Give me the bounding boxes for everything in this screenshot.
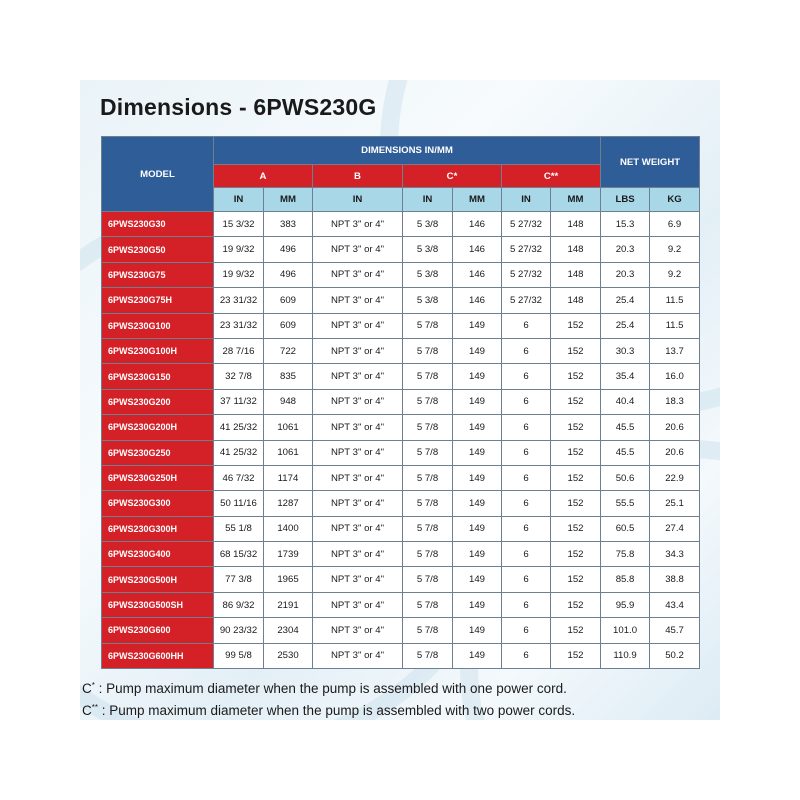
header-model: MODEL xyxy=(102,137,214,212)
a-in-cell: 50 11/16 xyxy=(214,491,264,516)
cc-mm-cell: 152 xyxy=(551,440,601,465)
a-in-cell: 37 11/32 xyxy=(214,389,264,414)
subheader-cell: IN xyxy=(313,188,403,212)
b-in-cell: NPT 3" or 4" xyxy=(313,313,403,338)
table-row xyxy=(102,643,700,668)
lbs-cell: 35.4 xyxy=(601,364,650,389)
cc-mm-cell: 152 xyxy=(551,643,601,668)
kg-cell: 16.0 xyxy=(650,364,700,389)
b-in-cell: NPT 3" or 4" xyxy=(313,567,403,592)
cc-mm-cell: 152 xyxy=(551,618,601,643)
model-cell: 6PWS230G250 xyxy=(102,440,214,465)
a-in-cell: 77 3/8 xyxy=(214,567,264,592)
cc-in-cell: 6 xyxy=(502,415,551,440)
a-in-cell: 23 31/32 xyxy=(214,288,264,313)
a-in-cell: 99 5/8 xyxy=(214,643,264,668)
c-mm-cell: 149 xyxy=(453,592,502,617)
kg-cell: 20.6 xyxy=(650,440,700,465)
a-in-cell: 23 31/32 xyxy=(214,313,264,338)
c-mm-cell: 149 xyxy=(453,491,502,516)
table-row xyxy=(102,592,700,617)
a-in-cell: 28 7/16 xyxy=(214,338,264,363)
table-row xyxy=(102,465,700,490)
a-mm-cell: 609 xyxy=(264,313,313,338)
c-in-cell: 5 7/8 xyxy=(403,567,453,592)
model-cell: 6PWS230G100 xyxy=(102,313,214,338)
cc-in-cell: 5 27/32 xyxy=(502,262,551,287)
page-title: Dimensions - 6PWS230G xyxy=(100,94,377,120)
cc-in-cell: 6 xyxy=(502,338,551,363)
kg-cell: 22.9 xyxy=(650,465,700,490)
cc-in-cell: 6 xyxy=(502,364,551,389)
b-in-cell: NPT 3" or 4" xyxy=(313,440,403,465)
subheader-cell: KG xyxy=(650,188,700,212)
c-mm-cell: 149 xyxy=(453,567,502,592)
cc-in-cell: 6 xyxy=(502,313,551,338)
header-col-b: B xyxy=(313,165,403,188)
a-mm-cell: 1061 xyxy=(264,415,313,440)
b-in-cell: NPT 3" or 4" xyxy=(313,212,403,237)
lbs-cell: 45.5 xyxy=(601,415,650,440)
subheader-cell: MM xyxy=(264,188,313,212)
footnotes xyxy=(82,676,575,720)
cc-in-cell: 5 27/32 xyxy=(502,237,551,262)
kg-cell: 45.7 xyxy=(650,618,700,643)
a-in-cell: 55 1/8 xyxy=(214,516,264,541)
subheader-cell: IN xyxy=(214,188,264,212)
a-in-cell: 41 25/32 xyxy=(214,440,264,465)
a-in-cell: 46 7/32 xyxy=(214,465,264,490)
lbs-cell: 85.8 xyxy=(601,567,650,592)
b-in-cell: NPT 3" or 4" xyxy=(313,542,403,567)
cc-in-cell: 5 27/32 xyxy=(502,288,551,313)
c-mm-cell: 149 xyxy=(453,440,502,465)
dimensions-table xyxy=(101,136,700,669)
kg-cell: 25.1 xyxy=(650,491,700,516)
cc-mm-cell: 152 xyxy=(551,338,601,363)
kg-cell: 6.9 xyxy=(650,212,700,237)
cc-mm-cell: 152 xyxy=(551,313,601,338)
table-row xyxy=(102,567,700,592)
a-in-cell: 41 25/32 xyxy=(214,415,264,440)
cc-mm-cell: 152 xyxy=(551,542,601,567)
cc-mm-cell: 148 xyxy=(551,288,601,313)
table-row xyxy=(102,212,700,237)
b-in-cell: NPT 3" or 4" xyxy=(313,516,403,541)
c-in-cell: 5 7/8 xyxy=(403,415,453,440)
lbs-cell: 95.9 xyxy=(601,592,650,617)
a-mm-cell: 2191 xyxy=(264,592,313,617)
subheader-cell: IN xyxy=(502,188,551,212)
c-in-cell: 5 7/8 xyxy=(403,542,453,567)
header-col-c: C* xyxy=(403,165,502,188)
model-cell: 6PWS230G250H xyxy=(102,465,214,490)
footnote-c-star xyxy=(82,676,575,698)
a-in-cell: 68 15/32 xyxy=(214,542,264,567)
table-row xyxy=(102,237,700,262)
table-row xyxy=(102,389,700,414)
c-mm-cell: 149 xyxy=(453,313,502,338)
lbs-cell: 25.4 xyxy=(601,288,650,313)
table-row xyxy=(102,618,700,643)
c-in-cell: 5 7/8 xyxy=(403,516,453,541)
footnote-mark: ** xyxy=(91,703,98,712)
cc-in-cell: 6 xyxy=(502,592,551,617)
model-cell: 6PWS230G75H xyxy=(102,288,214,313)
cc-mm-cell: 152 xyxy=(551,592,601,617)
lbs-cell: 75.8 xyxy=(601,542,650,567)
a-mm-cell: 1061 xyxy=(264,440,313,465)
kg-cell: 18.3 xyxy=(650,389,700,414)
model-cell: 6PWS230G100H xyxy=(102,338,214,363)
c-mm-cell: 149 xyxy=(453,338,502,363)
model-cell: 6PWS230G300 xyxy=(102,491,214,516)
c-in-cell: 5 7/8 xyxy=(403,592,453,617)
a-in-cell: 15 3/32 xyxy=(214,212,264,237)
b-in-cell: NPT 3" or 4" xyxy=(313,389,403,414)
a-mm-cell: 496 xyxy=(264,262,313,287)
footnote-mark: * xyxy=(91,681,95,690)
kg-cell: 13.7 xyxy=(650,338,700,363)
model-cell: 6PWS230G500SH xyxy=(102,592,214,617)
a-mm-cell: 383 xyxy=(264,212,313,237)
footnote-label: C xyxy=(82,681,92,696)
subheader-cell: LBS xyxy=(601,188,650,212)
header-col-cc: C** xyxy=(502,165,601,188)
a-mm-cell: 1287 xyxy=(264,491,313,516)
a-mm-cell: 722 xyxy=(264,338,313,363)
c-mm-cell: 149 xyxy=(453,516,502,541)
c-in-cell: 5 7/8 xyxy=(403,618,453,643)
lbs-cell: 50.6 xyxy=(601,465,650,490)
table-row xyxy=(102,338,700,363)
subheader-cell: MM xyxy=(453,188,502,212)
cc-in-cell: 6 xyxy=(502,491,551,516)
b-in-cell: NPT 3" or 4" xyxy=(313,237,403,262)
b-in-cell: NPT 3" or 4" xyxy=(313,465,403,490)
c-mm-cell: 149 xyxy=(453,643,502,668)
c-in-cell: 5 7/8 xyxy=(403,465,453,490)
b-in-cell: NPT 3" or 4" xyxy=(313,491,403,516)
kg-cell: 9.2 xyxy=(650,262,700,287)
c-in-cell: 5 3/8 xyxy=(403,212,453,237)
model-cell: 6PWS230G600HH xyxy=(102,643,214,668)
a-in-cell: 32 7/8 xyxy=(214,364,264,389)
lbs-cell: 55.5 xyxy=(601,491,650,516)
table-row xyxy=(102,542,700,567)
c-mm-cell: 146 xyxy=(453,212,502,237)
lbs-cell: 30.3 xyxy=(601,338,650,363)
cc-mm-cell: 152 xyxy=(551,415,601,440)
cc-mm-cell: 152 xyxy=(551,364,601,389)
c-in-cell: 5 3/8 xyxy=(403,288,453,313)
a-mm-cell: 948 xyxy=(264,389,313,414)
header-dimensions: DIMENSIONS IN/MM xyxy=(214,137,601,165)
table-row xyxy=(102,313,700,338)
footnote-text: : Pump maximum diameter when the pump is assembled with two power cords. xyxy=(97,703,576,718)
c-in-cell: 5 7/8 xyxy=(403,643,453,668)
a-mm-cell: 1739 xyxy=(264,542,313,567)
kg-cell: 11.5 xyxy=(650,313,700,338)
table-body xyxy=(102,212,700,669)
kg-cell: 50.2 xyxy=(650,643,700,668)
model-cell: 6PWS230G30 xyxy=(102,212,214,237)
c-in-cell: 5 7/8 xyxy=(403,338,453,363)
table-row xyxy=(102,364,700,389)
c-mm-cell: 149 xyxy=(453,415,502,440)
cc-in-cell: 6 xyxy=(502,389,551,414)
cc-mm-cell: 152 xyxy=(551,567,601,592)
lbs-cell: 60.5 xyxy=(601,516,650,541)
cc-mm-cell: 152 xyxy=(551,516,601,541)
cc-mm-cell: 148 xyxy=(551,237,601,262)
subheader-cell: IN xyxy=(403,188,453,212)
header-col-a: A xyxy=(214,165,313,188)
a-mm-cell: 2530 xyxy=(264,643,313,668)
table-row xyxy=(102,262,700,287)
kg-cell: 11.5 xyxy=(650,288,700,313)
a-in-cell: 90 23/32 xyxy=(214,618,264,643)
footnote-label: C xyxy=(82,703,92,718)
kg-cell: 38.8 xyxy=(650,567,700,592)
footnote-text: : Pump maximum diameter when the pump is assembled with one power cord. xyxy=(94,681,567,696)
cc-in-cell: 6 xyxy=(502,440,551,465)
c-mm-cell: 146 xyxy=(453,288,502,313)
c-mm-cell: 149 xyxy=(453,364,502,389)
c-in-cell: 5 7/8 xyxy=(403,313,453,338)
cc-mm-cell: 148 xyxy=(551,212,601,237)
kg-cell: 34.3 xyxy=(650,542,700,567)
subheader-cell: MM xyxy=(551,188,601,212)
a-mm-cell: 2304 xyxy=(264,618,313,643)
a-mm-cell: 496 xyxy=(264,237,313,262)
lbs-cell: 25.4 xyxy=(601,313,650,338)
c-mm-cell: 146 xyxy=(453,262,502,287)
b-in-cell: NPT 3" or 4" xyxy=(313,338,403,363)
dimensions-panel xyxy=(80,80,720,720)
cc-in-cell: 6 xyxy=(502,465,551,490)
kg-cell: 9.2 xyxy=(650,237,700,262)
footnote-c-double-star xyxy=(82,698,575,720)
b-in-cell: NPT 3" or 4" xyxy=(313,415,403,440)
b-in-cell: NPT 3" or 4" xyxy=(313,288,403,313)
a-mm-cell: 609 xyxy=(264,288,313,313)
cc-in-cell: 6 xyxy=(502,618,551,643)
lbs-cell: 110.9 xyxy=(601,643,650,668)
kg-cell: 27.4 xyxy=(650,516,700,541)
lbs-cell: 101.0 xyxy=(601,618,650,643)
header-net-weight: NET WEIGHT xyxy=(601,137,700,188)
cc-mm-cell: 148 xyxy=(551,262,601,287)
c-mm-cell: 149 xyxy=(453,618,502,643)
c-in-cell: 5 3/8 xyxy=(403,262,453,287)
a-in-cell: 19 9/32 xyxy=(214,237,264,262)
b-in-cell: NPT 3" or 4" xyxy=(313,592,403,617)
cc-in-cell: 6 xyxy=(502,516,551,541)
lbs-cell: 40.4 xyxy=(601,389,650,414)
cc-mm-cell: 152 xyxy=(551,389,601,414)
table-row xyxy=(102,491,700,516)
model-cell: 6PWS230G400 xyxy=(102,542,214,567)
cc-in-cell: 5 27/32 xyxy=(502,212,551,237)
kg-cell: 43.4 xyxy=(650,592,700,617)
model-cell: 6PWS230G500H xyxy=(102,567,214,592)
model-cell: 6PWS230G150 xyxy=(102,364,214,389)
b-in-cell: NPT 3" or 4" xyxy=(313,364,403,389)
a-in-cell: 19 9/32 xyxy=(214,262,264,287)
table-row xyxy=(102,288,700,313)
c-in-cell: 5 7/8 xyxy=(403,389,453,414)
c-in-cell: 5 3/8 xyxy=(403,237,453,262)
model-cell: 6PWS230G50 xyxy=(102,237,214,262)
table-row xyxy=(102,415,700,440)
cc-mm-cell: 152 xyxy=(551,491,601,516)
model-cell: 6PWS230G200 xyxy=(102,389,214,414)
c-mm-cell: 149 xyxy=(453,542,502,567)
c-mm-cell: 149 xyxy=(453,389,502,414)
kg-cell: 20.6 xyxy=(650,415,700,440)
a-mm-cell: 835 xyxy=(264,364,313,389)
lbs-cell: 20.3 xyxy=(601,262,650,287)
model-cell: 6PWS230G75 xyxy=(102,262,214,287)
cc-in-cell: 6 xyxy=(502,567,551,592)
a-mm-cell: 1174 xyxy=(264,465,313,490)
a-mm-cell: 1965 xyxy=(264,567,313,592)
c-in-cell: 5 7/8 xyxy=(403,364,453,389)
model-cell: 6PWS230G300H xyxy=(102,516,214,541)
model-cell: 6PWS230G600 xyxy=(102,618,214,643)
b-in-cell: NPT 3" or 4" xyxy=(313,618,403,643)
c-in-cell: 5 7/8 xyxy=(403,440,453,465)
lbs-cell: 45.5 xyxy=(601,440,650,465)
model-cell: 6PWS230G200H xyxy=(102,415,214,440)
lbs-cell: 15.3 xyxy=(601,212,650,237)
b-in-cell: NPT 3" or 4" xyxy=(313,643,403,668)
c-mm-cell: 149 xyxy=(453,465,502,490)
cc-in-cell: 6 xyxy=(502,643,551,668)
table-row xyxy=(102,516,700,541)
a-in-cell: 86 9/32 xyxy=(214,592,264,617)
cc-mm-cell: 152 xyxy=(551,465,601,490)
c-in-cell: 5 7/8 xyxy=(403,491,453,516)
b-in-cell: NPT 3" or 4" xyxy=(313,262,403,287)
lbs-cell: 20.3 xyxy=(601,237,650,262)
table-row xyxy=(102,440,700,465)
cc-in-cell: 6 xyxy=(502,542,551,567)
c-mm-cell: 146 xyxy=(453,237,502,262)
a-mm-cell: 1400 xyxy=(264,516,313,541)
